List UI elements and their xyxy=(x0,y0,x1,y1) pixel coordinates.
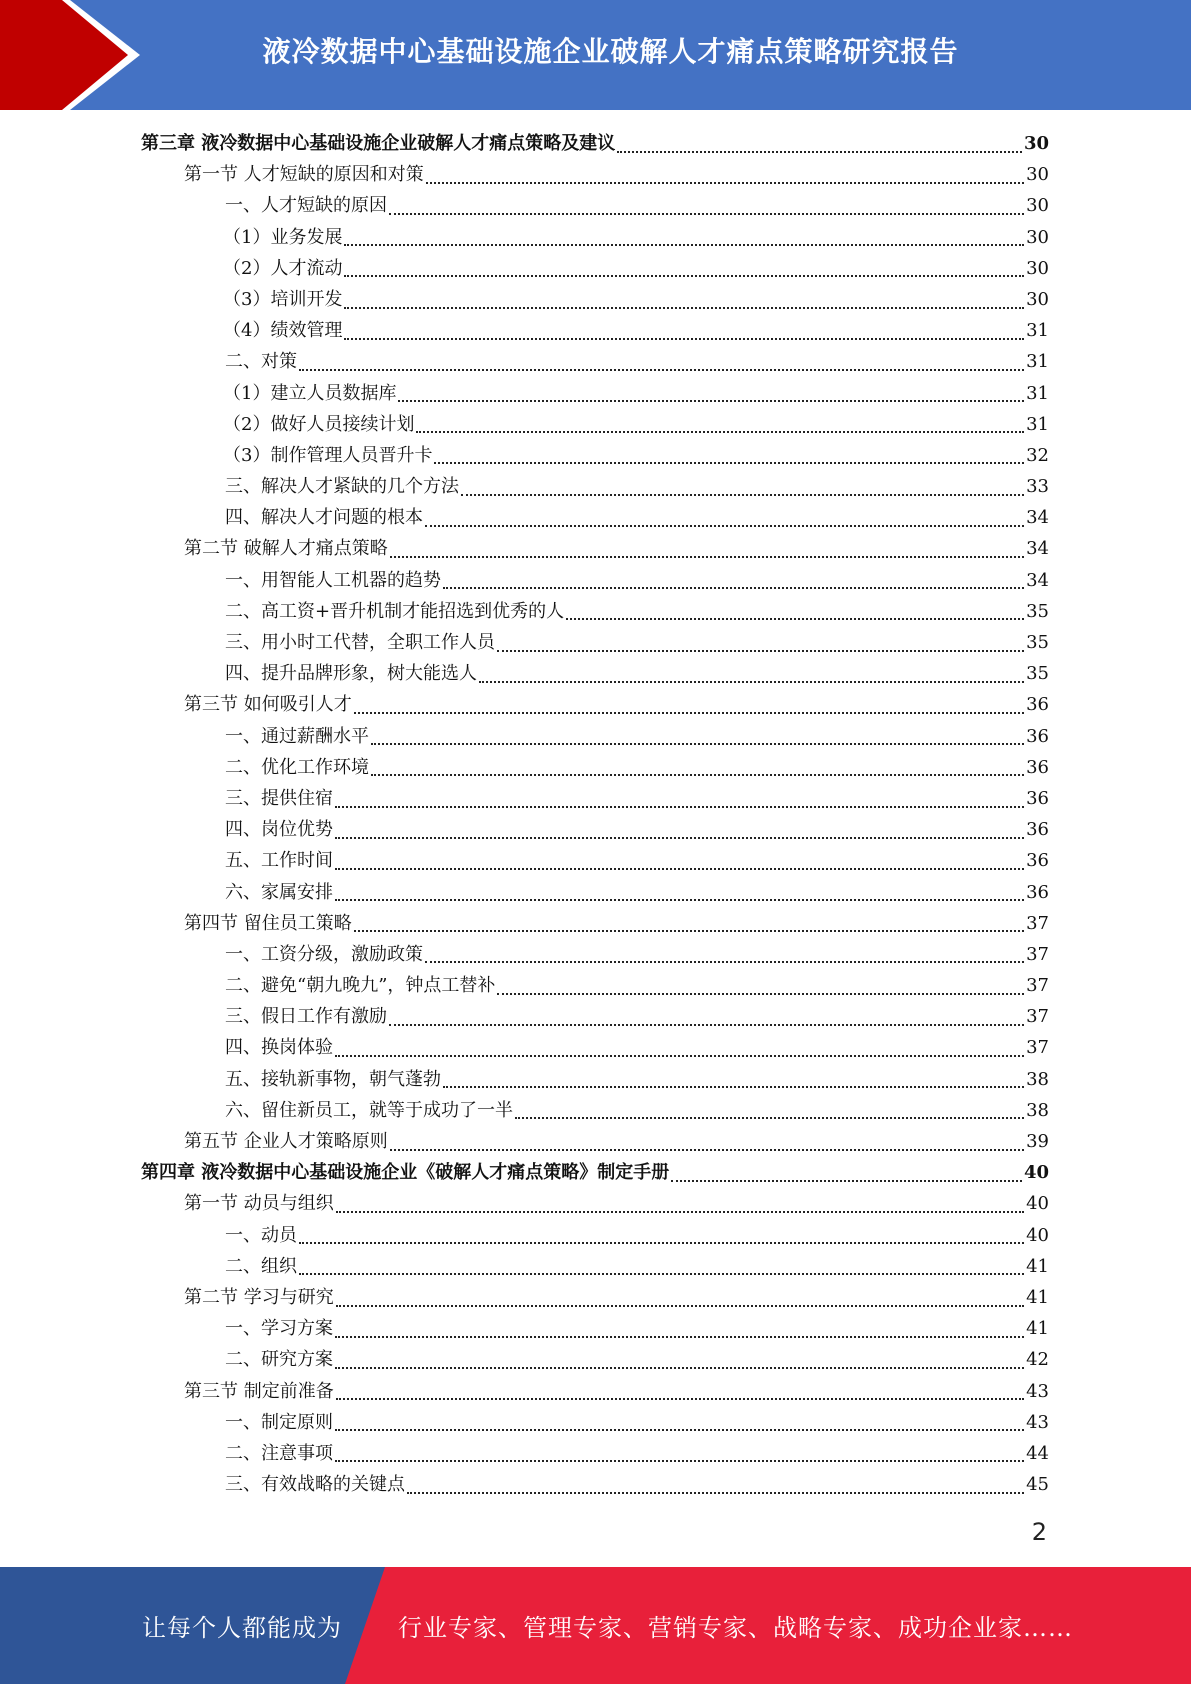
toc-entry-page: 41 xyxy=(1026,1255,1049,1277)
toc-dot-leader xyxy=(335,1367,1024,1369)
toc-entry-label: 三、用小时工代替，全职工作人员 xyxy=(225,632,495,653)
toc-entry-page: 31 xyxy=(1026,320,1049,342)
toc-dot-leader xyxy=(335,1429,1024,1431)
toc-entry-page: 30 xyxy=(1026,257,1049,279)
toc-section-entry[interactable] xyxy=(141,1282,1049,1313)
toc-entry-page: 31 xyxy=(1026,351,1049,373)
toc-entry-page: 30 xyxy=(1023,133,1049,154)
toc-dot-leader xyxy=(389,213,1024,215)
toc-entry-label: 第四章 液冷数据中心基础设施企业《破解人才痛点策略》制定手册 xyxy=(141,1162,670,1184)
toc-dot-leader xyxy=(336,1211,1024,1213)
toc-entry-page: 30 xyxy=(1026,288,1049,310)
toc-entry-label: 五、工作时间 xyxy=(225,850,333,872)
toc-entry-label: 第二节 破解人才痛点策略 xyxy=(184,538,388,560)
toc-entry-page: 37 xyxy=(1026,912,1049,934)
toc-dot-leader xyxy=(335,1336,1024,1338)
toc-chapter-entry[interactable] xyxy=(141,128,1049,159)
toc-entry-label: 一、学习方案 xyxy=(225,1318,333,1340)
toc-entry-label: 一、制定原则 xyxy=(225,1411,333,1433)
toc-entry-page: 34 xyxy=(1026,538,1049,560)
toc-subsection-entry[interactable] xyxy=(141,346,1049,377)
toc-subsection-entry[interactable] xyxy=(141,378,1049,409)
toc-entry-page: 37 xyxy=(1026,1037,1049,1059)
toc-dot-leader xyxy=(398,400,1024,402)
toc-section-entry[interactable] xyxy=(141,159,1049,190)
toc-entry-page: 35 xyxy=(1026,600,1049,622)
toc-subsection-entry[interactable] xyxy=(141,596,1049,627)
toc-subsection-entry[interactable] xyxy=(141,315,1049,346)
toc-dot-leader xyxy=(416,431,1024,433)
page-footer xyxy=(0,1567,1191,1684)
toc-entry-page: 35 xyxy=(1026,632,1049,653)
toc-entry-label: 第三节 制定前准备 xyxy=(184,1380,334,1402)
toc-subsection-entry[interactable] xyxy=(141,440,1049,471)
toc-dot-leader xyxy=(425,525,1024,527)
toc-entry-label: 第二节 学习与研究 xyxy=(184,1286,334,1308)
toc-subsection-entry[interactable] xyxy=(141,970,1049,1001)
toc-entry-label: 一、工资分级，激励政策 xyxy=(225,943,423,965)
toc-entry-page: 38 xyxy=(1026,1099,1049,1121)
toc-subsection-entry[interactable] xyxy=(141,1344,1049,1375)
toc-entry-page: 36 xyxy=(1026,850,1049,872)
toc-entry-label: 二、对策 xyxy=(225,351,297,373)
footer-slogan-left: 让每个人都能成为 xyxy=(142,1614,342,1642)
toc-dot-leader xyxy=(335,1460,1024,1462)
toc-dot-leader xyxy=(371,774,1024,776)
toc-subsection-entry[interactable] xyxy=(141,658,1049,689)
toc-subsection-entry[interactable] xyxy=(141,1469,1049,1500)
toc-dot-leader xyxy=(336,1305,1024,1307)
toc-entry-label: （2）做好人员接续计划 xyxy=(223,413,415,435)
toc-dot-leader xyxy=(617,151,1022,153)
toc-entry-label: 第三节 如何吸引人才 xyxy=(184,694,352,716)
toc-dot-leader xyxy=(344,338,1024,340)
toc-subsection-entry[interactable] xyxy=(141,222,1049,253)
toc-dot-leader xyxy=(299,1242,1024,1244)
toc-entry-page: 41 xyxy=(1026,1318,1049,1340)
toc-entry-label: 二、注意事项 xyxy=(225,1442,333,1464)
toc-subsection-entry[interactable] xyxy=(141,565,1049,596)
toc-subsection-entry[interactable] xyxy=(141,814,1049,845)
toc-entry-page: 36 xyxy=(1026,819,1049,841)
toc-entry-label: （1）业务发展 xyxy=(223,226,343,248)
toc-dot-leader xyxy=(434,462,1024,464)
toc-dot-leader xyxy=(336,1398,1024,1400)
toc-entry-page: 45 xyxy=(1026,1474,1049,1496)
footer-slogan-right: 行业专家、管理专家、营销专家、战略专家、成功企业家…… xyxy=(398,1614,1073,1642)
red-chevron-decoration xyxy=(0,0,150,110)
toc-subsection-entry[interactable] xyxy=(141,877,1049,908)
report-title: 液冷数据中心基础设施企业破解人才痛点策略研究报告 xyxy=(262,35,959,68)
toc-subsection-entry[interactable] xyxy=(141,471,1049,502)
toc-entry-label: 二、优化工作环境 xyxy=(225,756,369,778)
toc-section-entry[interactable] xyxy=(141,689,1049,720)
toc-section-entry[interactable] xyxy=(141,1126,1049,1157)
toc-entry-label: 二、高工资+晋升机制才能招选到优秀的人 xyxy=(225,600,565,622)
toc-entry-page: 33 xyxy=(1026,476,1049,498)
toc-entry-page: 37 xyxy=(1026,975,1049,997)
toc-entry-label: （2）人才流动 xyxy=(223,257,343,279)
toc-entry-label: 五、接轨新事物，朝气蓬勃 xyxy=(225,1068,441,1090)
toc-subsection-entry[interactable] xyxy=(141,1407,1049,1438)
toc-entry-page: 43 xyxy=(1026,1380,1049,1402)
toc-dot-leader xyxy=(497,993,1024,995)
toc-entry-label: （1）建立人员数据库 xyxy=(223,382,397,404)
toc-entry-label: 四、解决人才问题的根本 xyxy=(225,507,423,529)
toc-entry-label: 三、假日工作有激励 xyxy=(225,1006,387,1028)
toc-dot-leader xyxy=(443,1086,1024,1088)
toc-entry-label: 一、用智能人工机器的趋势 xyxy=(225,569,441,591)
toc-dot-leader xyxy=(344,275,1024,277)
toc-dot-leader xyxy=(390,1149,1024,1151)
toc-entry-page: 37 xyxy=(1026,943,1049,965)
toc-entry-label: 三、解决人才紧缺的几个方法 xyxy=(225,476,459,498)
toc-subsection-entry[interactable] xyxy=(141,627,1049,658)
toc-dot-leader xyxy=(299,1273,1024,1275)
toc-subsection-entry[interactable] xyxy=(141,1064,1049,1095)
toc-section-entry[interactable] xyxy=(141,533,1049,564)
toc-subsection-entry[interactable] xyxy=(141,190,1049,221)
toc-entry-page: 36 xyxy=(1026,787,1049,809)
toc-entry-label: 一、人才短缺的原因 xyxy=(225,195,387,217)
toc-subsection-entry[interactable] xyxy=(141,1095,1049,1126)
toc-dot-leader xyxy=(335,837,1024,839)
table-of-contents xyxy=(141,128,1049,1500)
page-number: 2 xyxy=(1031,1518,1047,1546)
toc-entry-label: 二、避免“朝九晚九”，钟点工替补 xyxy=(225,975,496,997)
toc-entry-page: 30 xyxy=(1026,164,1049,186)
toc-entry-page: 30 xyxy=(1026,195,1049,217)
toc-subsection-entry[interactable] xyxy=(141,1313,1049,1344)
toc-entry-label: （4）绩效管理 xyxy=(223,320,343,342)
toc-entry-label: 第四节 留住员工策略 xyxy=(184,912,352,934)
toc-entry-page: 34 xyxy=(1026,507,1049,529)
toc-subsection-entry[interactable] xyxy=(141,939,1049,970)
toc-dot-leader xyxy=(354,930,1024,932)
toc-entry-label: 四、岗位优势 xyxy=(225,819,333,841)
toc-entry-label: 四、换岗体验 xyxy=(225,1037,333,1059)
toc-entry-label: 一、通过薪酬水平 xyxy=(225,725,369,747)
toc-dot-leader xyxy=(479,681,1024,683)
toc-entry-label: 第一节 动员与组织 xyxy=(184,1193,334,1215)
toc-dot-leader xyxy=(425,961,1024,963)
toc-entry-page: 32 xyxy=(1026,444,1049,466)
toc-entry-page: 30 xyxy=(1026,226,1049,248)
toc-dot-leader xyxy=(566,618,1024,620)
toc-subsection-entry[interactable] xyxy=(141,783,1049,814)
toc-dot-leader xyxy=(426,182,1024,184)
toc-entry-page: 42 xyxy=(1026,1349,1049,1371)
toc-entry-label: 三、有效战略的关键点 xyxy=(225,1474,405,1496)
toc-entry-page: 37 xyxy=(1026,1006,1049,1028)
toc-entry-label: 二、组织 xyxy=(225,1255,297,1277)
toc-subsection-entry[interactable] xyxy=(141,253,1049,284)
toc-entry-label: 第三章 液冷数据中心基础设施企业破解人才痛点策略及建议 xyxy=(141,133,616,154)
toc-subsection-entry[interactable] xyxy=(141,1220,1049,1251)
toc-dot-leader xyxy=(461,494,1024,496)
toc-chapter-entry[interactable] xyxy=(141,1157,1049,1188)
toc-subsection-entry[interactable] xyxy=(141,409,1049,440)
toc-dot-leader xyxy=(443,587,1024,589)
page-header xyxy=(0,0,1191,110)
toc-entry-label: （3）制作管理人员晋升卡 xyxy=(223,444,433,466)
toc-entry-page: 40 xyxy=(1026,1224,1049,1246)
toc-dot-leader xyxy=(344,307,1024,309)
toc-subsection-entry[interactable] xyxy=(141,1032,1049,1063)
toc-entry-label: 四、提升品牌形象，树大能选人 xyxy=(225,663,477,685)
toc-entry-label: 六、留住新员工，就等于成功了一半 xyxy=(225,1099,513,1121)
toc-section-entry[interactable] xyxy=(141,1376,1049,1407)
toc-entry-label: 一、动员 xyxy=(225,1224,297,1246)
toc-entry-page: 39 xyxy=(1026,1131,1049,1152)
toc-entry-label: 三、提供住宿 xyxy=(225,787,333,809)
toc-section-entry[interactable] xyxy=(141,1188,1049,1219)
toc-entry-label: 六、家属安排 xyxy=(225,881,333,903)
toc-entry-page: 43 xyxy=(1026,1411,1049,1433)
toc-entry-page: 31 xyxy=(1026,413,1049,435)
toc-subsection-entry[interactable] xyxy=(141,845,1049,876)
toc-subsection-entry[interactable] xyxy=(141,752,1049,783)
toc-entry-page: 36 xyxy=(1026,725,1049,747)
toc-entry-page: 36 xyxy=(1026,694,1049,716)
toc-entry-page: 31 xyxy=(1026,382,1049,404)
toc-dot-leader xyxy=(407,1492,1024,1494)
toc-dot-leader xyxy=(344,244,1024,246)
toc-section-entry[interactable] xyxy=(141,908,1049,939)
toc-entry-page: 40 xyxy=(1026,1193,1049,1215)
toc-subsection-entry[interactable] xyxy=(141,721,1049,752)
toc-dot-leader xyxy=(390,556,1024,558)
toc-entry-label: 第一节 人才短缺的原因和对策 xyxy=(184,164,424,186)
toc-entry-page: 34 xyxy=(1026,569,1049,591)
toc-dot-leader xyxy=(354,712,1024,714)
toc-dot-leader xyxy=(389,1024,1024,1026)
toc-entry-page: 40 xyxy=(1023,1162,1049,1184)
toc-dot-leader xyxy=(671,1180,1022,1182)
toc-entry-page: 35 xyxy=(1026,663,1049,685)
toc-entry-page: 38 xyxy=(1026,1068,1049,1090)
toc-entry-page: 36 xyxy=(1026,881,1049,903)
toc-dot-leader xyxy=(515,1117,1024,1119)
toc-dot-leader xyxy=(335,868,1024,870)
toc-dot-leader xyxy=(335,899,1024,901)
toc-entry-page: 44 xyxy=(1026,1442,1049,1464)
toc-subsection-entry[interactable] xyxy=(141,1438,1049,1469)
toc-dot-leader xyxy=(371,743,1024,745)
toc-entry-label: 二、研究方案 xyxy=(225,1349,333,1371)
toc-subsection-entry[interactable] xyxy=(141,502,1049,533)
toc-subsection-entry[interactable] xyxy=(141,284,1049,315)
toc-entry-label: 第五节 企业人才策略原则 xyxy=(184,1131,388,1152)
toc-dot-leader xyxy=(299,369,1024,371)
toc-dot-leader xyxy=(497,650,1024,652)
toc-subsection-entry[interactable] xyxy=(141,1251,1049,1282)
toc-entry-page: 36 xyxy=(1026,756,1049,778)
toc-dot-leader xyxy=(335,806,1024,808)
toc-entry-label: （3）培训开发 xyxy=(223,288,343,310)
toc-subsection-entry[interactable] xyxy=(141,1001,1049,1032)
toc-entry-page: 41 xyxy=(1026,1286,1049,1308)
toc-dot-leader xyxy=(335,1055,1024,1057)
